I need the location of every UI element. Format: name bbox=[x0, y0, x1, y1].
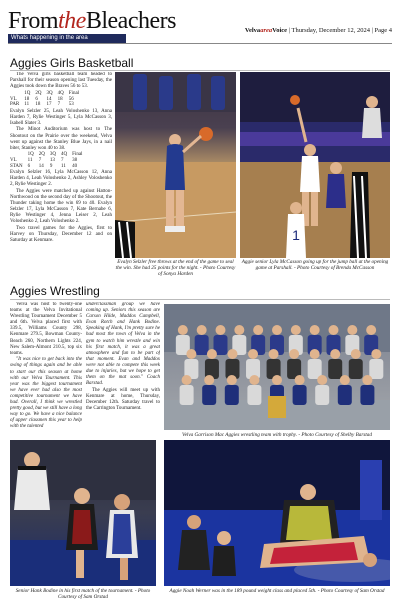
score-header-cell: Final bbox=[72, 152, 83, 158]
wrestling-quote-part1: "It was nice to get back into the swing of things again and be able to start our this season at home with our Velva Tournament. This year was the biggest tournament we have ever had also the most competitive tournament we have had. Overall, I think we wrestled pretty good, but we still have a long way to go. We have a nice balance of upper classmen this year to help with the talented bbox=[10, 357, 82, 430]
wrestling-article-col2 bbox=[86, 302, 160, 432]
score-cell: 11 bbox=[61, 163, 66, 169]
score-cell: 40 bbox=[72, 163, 78, 169]
photo-evalyn-free-throw-art bbox=[115, 72, 236, 258]
photo-noah-werner bbox=[164, 440, 390, 586]
caption-evalyn: Evalyn Selzler free throws at the end of the game to seal the win. She had 25 points for the night. - Photo Courtesy of Sonya Harden bbox=[115, 259, 236, 278]
score-cell: VL bbox=[10, 96, 17, 102]
score-cell: 38 bbox=[72, 158, 78, 164]
caption-team: Velva Garrison Mac Aggies wrestling team with trophy. - Photo Courtesy of Shelby Barstad bbox=[182, 432, 372, 438]
basketball-p3: The Minot Auditorium was host to The Shootout on the Prairie over the weekend, Velva went up against the Stanley Blue Jays, in a nail biter, Stanley won 40 to 38. bbox=[10, 127, 112, 151]
score-cell: 7 bbox=[57, 102, 61, 108]
score-cell: 56 bbox=[68, 96, 74, 102]
caption-hank: Senior Hank Bodine in his first match of the tournament. - Photo Courtesy of Sam Orstad bbox=[15, 588, 151, 601]
score-table-parshall bbox=[10, 91, 84, 108]
paper-name-area: area bbox=[260, 27, 273, 34]
photo-wrestling-team bbox=[164, 304, 390, 430]
masthead-subtitle: Whats happening in the area bbox=[8, 34, 126, 43]
paper-name-pre: Velva bbox=[244, 27, 261, 34]
date-line: | Thursday, December 12, 2024 | Page 4 bbox=[287, 27, 392, 34]
paper-name-post: Voice bbox=[272, 27, 288, 34]
score-cell: 53 bbox=[68, 102, 74, 108]
wrestling-p1: Velva was host to twenty-one teams at the Velva Invitational Wrestling Tournament December 5 and 6th. Velva placed first with 339.5, Williams County 298, Kenmare 279.5, Bowman County-Beach 260, Northern Lights 224, New Salem-Almont 210.5, top six teams. bbox=[10, 302, 82, 356]
wrestling-heading: Aggies Wrestling bbox=[10, 284, 100, 298]
photo-wrestling-team-art bbox=[164, 304, 390, 430]
score-row bbox=[10, 102, 84, 108]
score-header-cell: 4Q bbox=[61, 152, 68, 158]
caption-noah: Aggie Noah Werner was in the 189 pound weight class and placed 5th. - Photo Courtesy of Sam Orstad bbox=[169, 588, 385, 594]
score-header-cell: 2Q bbox=[38, 152, 45, 158]
score-header-cell: 3Q bbox=[46, 90, 53, 96]
score-cell: 7 bbox=[38, 158, 42, 164]
masthead bbox=[8, 8, 392, 42]
score-cell: PAR bbox=[10, 102, 20, 108]
basketball-p5: The Aggies were matched up against Hatton-Northwood on the second day of the Shootout, the Thunder taking home the win 69 to 40. Evalyn Selzler 17, Lyla McCasson 7, Kate Bernabe 6, Rylie Westinger 4, Jenna Leiser 2, Leah Voloshenko 2, Leah Voloshenko 2. bbox=[10, 189, 112, 225]
masthead-title bbox=[8, 8, 176, 34]
wrestling-p3: The Aggies will meet up with Kenmare at home, Thursday, December 12th. Saturday travel to the Carrington Tournament. bbox=[86, 387, 160, 412]
basketball-heading: Aggies Girls Basketball bbox=[10, 56, 134, 70]
score-cell: 9 bbox=[49, 163, 53, 169]
title-the: the bbox=[58, 8, 86, 34]
title-from: From bbox=[8, 8, 59, 34]
photo-evalyn-free-throw bbox=[115, 72, 236, 258]
wrestling-heading-rule bbox=[10, 299, 390, 300]
score-row bbox=[10, 164, 87, 170]
masthead-dateline bbox=[245, 27, 392, 34]
score-cell: 18 bbox=[35, 102, 41, 108]
score-cell: 11 bbox=[24, 102, 30, 108]
basketball-article bbox=[10, 72, 112, 248]
score-table-stanley bbox=[10, 152, 87, 169]
score-header-cell: 2Q bbox=[35, 90, 42, 96]
score-cell: 7 bbox=[61, 158, 64, 164]
score-header-cell: 3Q bbox=[49, 152, 57, 158]
photo-lyla-jump-ball-art bbox=[240, 72, 390, 258]
wrestling-quote-part2: underclassman group we have coming up. Seniors this season are Carson Hilde, Maddox Campbell, Evan Rotch and Hank Bodine. Speaking of Hank, I'm pretty sure he had most the town of Velva in the gym to watch him wrestle and win his first match, it was a great atmosphere and fun to be part of that moment. Evan and Maddox were not able to compete this week due to injuries, but we hope to get them on the mat soon." Coach Barstad. bbox=[86, 302, 160, 387]
masthead-rule bbox=[8, 43, 392, 44]
wrestling-article-col1 bbox=[10, 302, 82, 432]
score-cell: 13 bbox=[49, 158, 55, 164]
photo-hank-bodine-art bbox=[10, 440, 156, 586]
score-header-cell: Final bbox=[68, 90, 80, 96]
photo-lyla-jump-ball bbox=[240, 72, 390, 258]
score-header-cell: 1Q bbox=[24, 90, 31, 96]
score-header-cell: 1Q bbox=[27, 152, 34, 158]
caption-lyla: Aggie senior Lyla McCasson going up for the jump ball at the opening game at Parshall. - Photo Courtesy of Brenda McCasson bbox=[241, 259, 389, 272]
basketball-p1: The Velva girls basketball team headed to Parshall for their season opening last Tuesday, the Aggies took down the Braves 56 to 53. bbox=[10, 72, 112, 90]
photo-hank-bodine bbox=[10, 440, 156, 586]
score-header-cell: 4Q bbox=[57, 90, 64, 96]
score-cell: 14 bbox=[46, 96, 52, 102]
score-cell: 6 bbox=[27, 163, 31, 169]
score-cell: 6 bbox=[35, 96, 38, 102]
score-cell: 11 bbox=[27, 158, 33, 164]
basketball-heading-rule bbox=[10, 70, 390, 71]
basketball-p2: Evalyn Selzler 25, Leah Voloshenko 13, Anna Harden 7, Rylie Westinger 5, Lyla McCasson 3, Isabell Slater 3. bbox=[10, 108, 112, 126]
title-bleachers: Bleachers bbox=[85, 8, 176, 34]
basketball-p6: Two travel games for the Aggies, first to Harvey on Thursday, December 12 and on Saturday at Kenmare. bbox=[10, 226, 112, 244]
score-cell: 17 bbox=[46, 102, 52, 108]
score-cell: 14 bbox=[38, 163, 44, 169]
score-cell: 18 bbox=[24, 96, 30, 102]
score-cell: VL bbox=[10, 158, 17, 164]
svg-text:1: 1 bbox=[292, 227, 300, 243]
score-cell: 18 bbox=[57, 96, 63, 102]
basketball-p4: Evalyn Selzler 16, Lyla McCasson 12, Anna Harden 4, Leah Voloshenko 2, Ashley Voloshenko 2, Rylie Westinger 2. bbox=[10, 170, 112, 188]
photo-noah-werner-art bbox=[164, 440, 390, 586]
score-cell: STAN bbox=[10, 163, 23, 169]
